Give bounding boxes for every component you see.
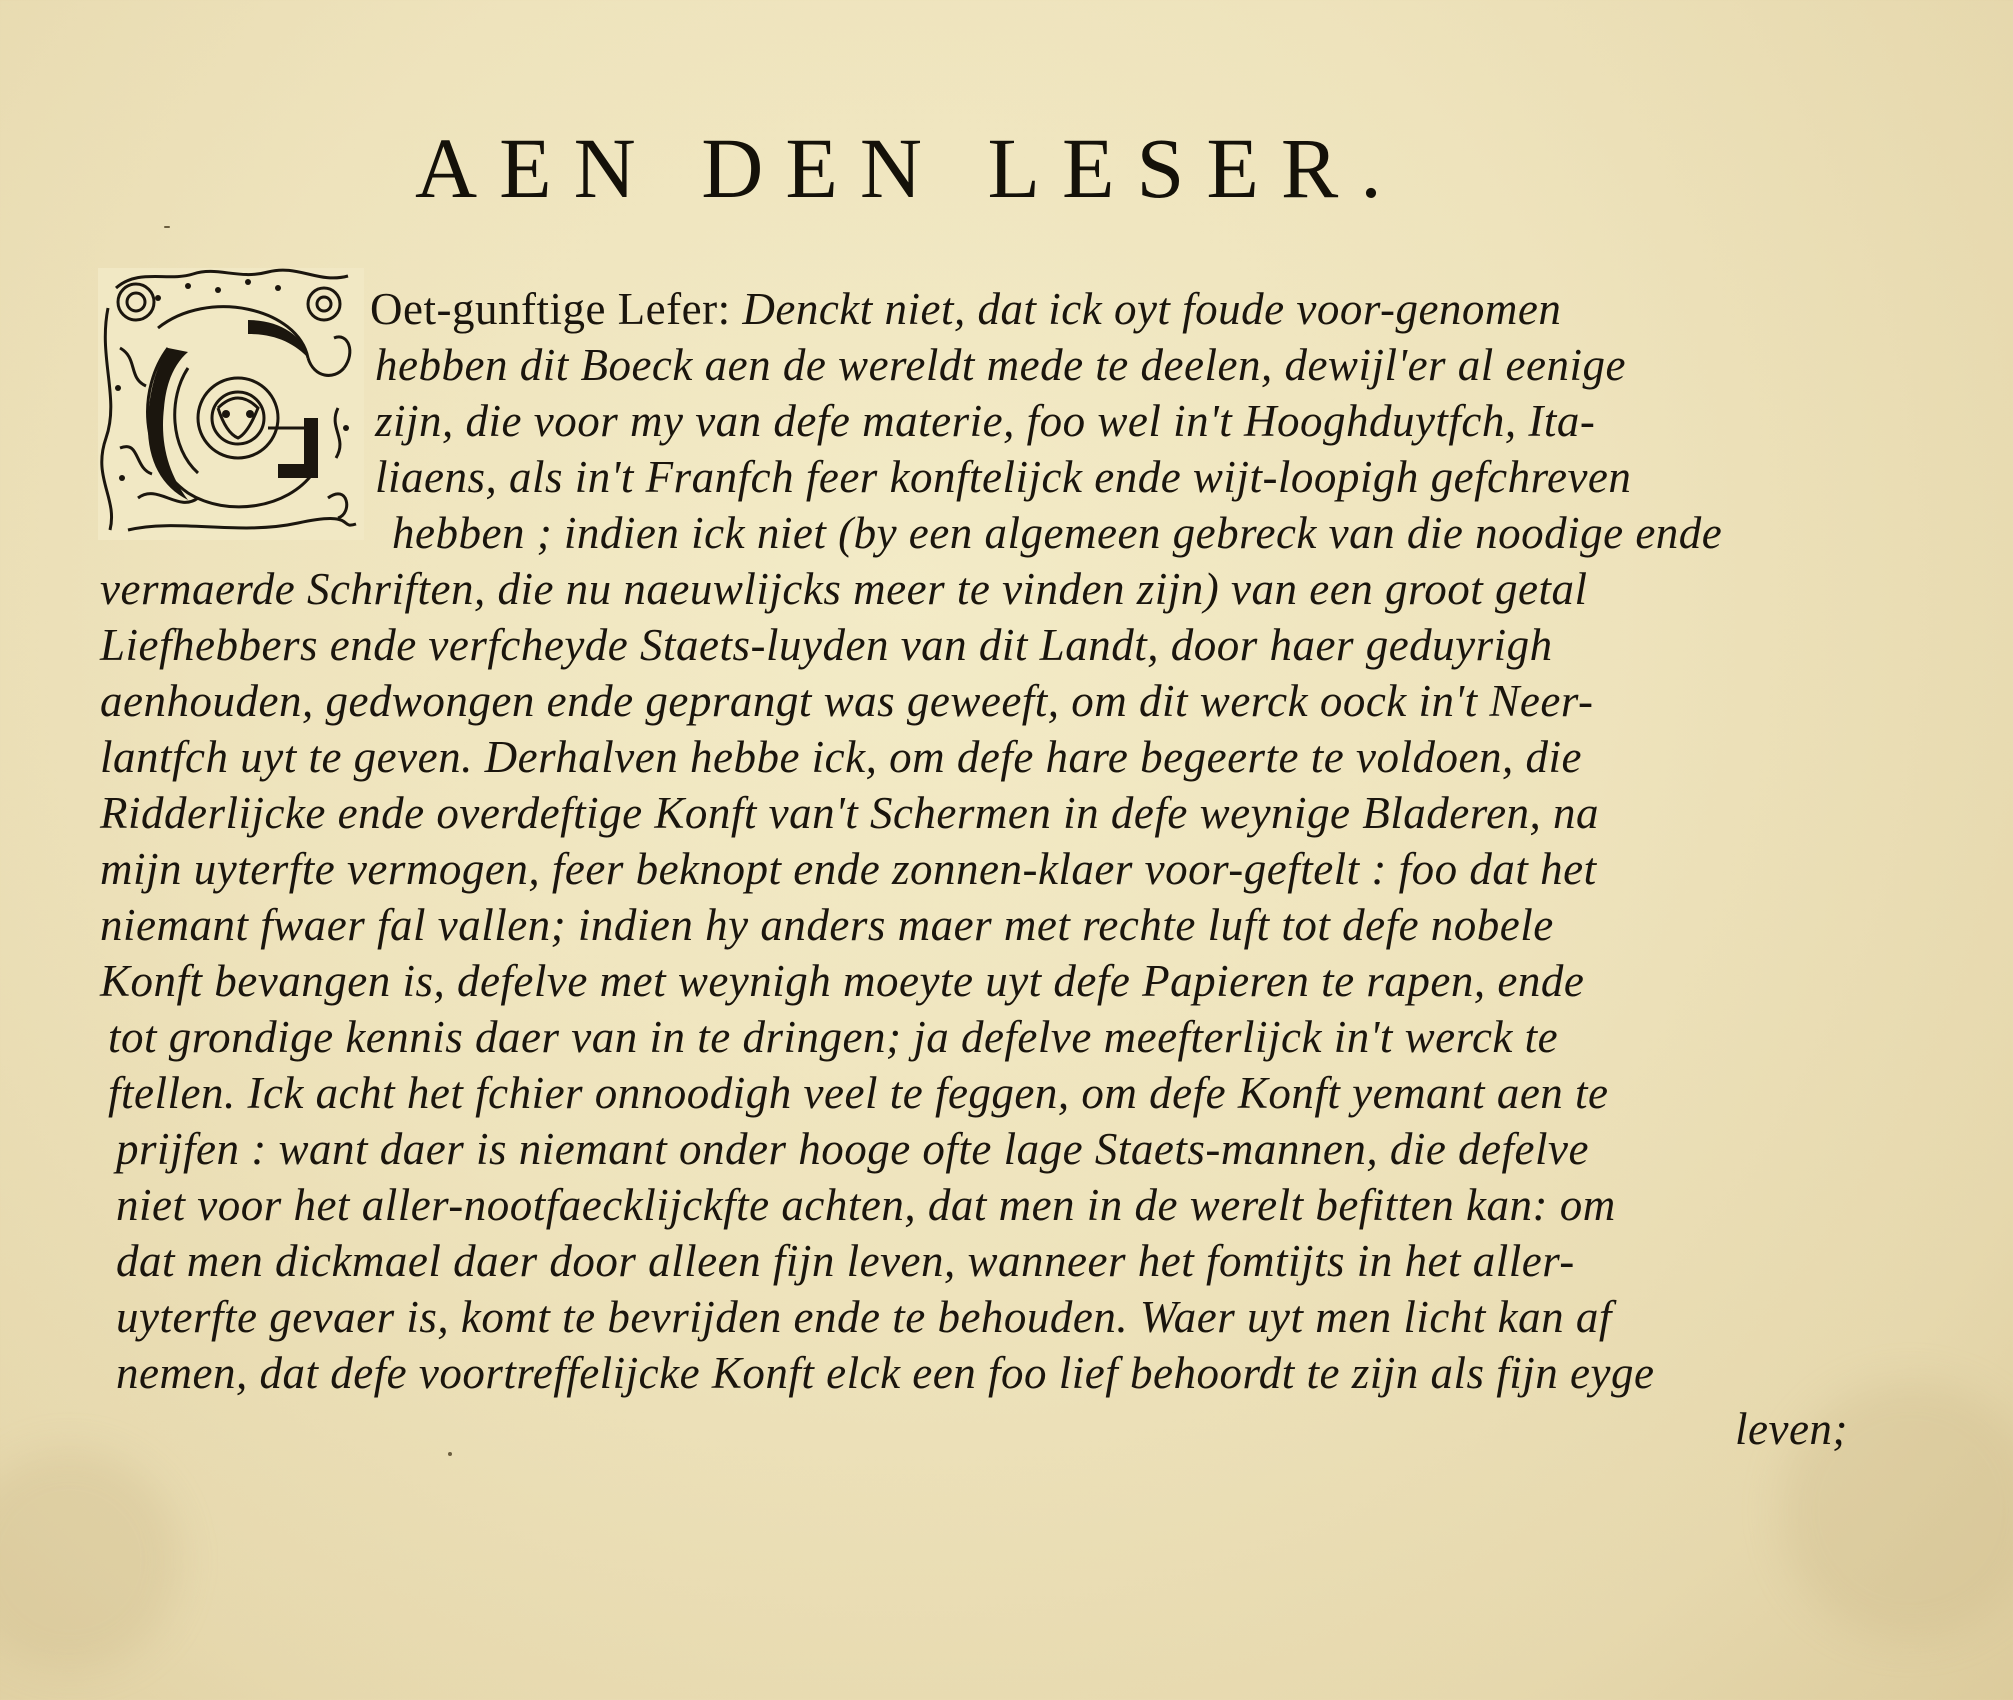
text-line-8: aenhouden, gedwongen ende geprangt was geweeft, om dit werck oock in't Neer-	[100, 676, 1594, 726]
text-line-9: lantfch uyt te geven. Derhalven hebbe ick, om defe hare begeerte te voldoen, die	[100, 732, 1582, 782]
text-line-10: Ridderlijcke ende overdeftige Konft van't Schermen in defe weynige Bladeren, na	[100, 788, 1600, 838]
text-line-18: dat men dickmael daer door alleen fijn leven, wanneer het fomtijts in het aller-	[116, 1236, 1575, 1286]
decorated-initial-g	[98, 268, 364, 540]
text-line-12: niemant fwaer fal vallen; indien hy anders maer met rechte luft tot defe nobele	[100, 900, 1554, 950]
text-line-1	[370, 282, 1561, 336]
text-line-17: niet voor het aller-nootfaecklijckfte achten, dat men in de werelt befitten kan: om	[116, 1180, 1616, 1230]
text-line-6: vermaerde Schriften, die nu naeuwlijcks meer te vinden zijn) van een groot getal	[100, 564, 1588, 614]
ink-speck	[448, 1452, 452, 1456]
text-line-7: Liefhebbers ende verfcheyde Staets-luyden van dit Landt, door haer geduyrigh	[100, 620, 1553, 670]
text-line-14: tot grondige kennis daer van in te dringen; ja defelve meefterlijck in't werck te	[108, 1012, 1559, 1062]
text-line-16: prijfen : want daer is niemant onder hooge ofte lage Staets-mannen, die defelve	[116, 1124, 1589, 1174]
ink-speck	[164, 226, 170, 228]
text-line-19: uyterfte gevaer is, komt te bevrijden ende te behouden. Waer uyt men licht kan af	[116, 1292, 1612, 1342]
text-line-3: zijn, die voor my van defe materie, foo wel in't Hooghduytfch, Ita-	[375, 396, 1596, 446]
text-line-5: hebben ; indien ick niet (by een algemeen gebreck van die noodige ende	[392, 508, 1723, 558]
text-line-15: ftellen. Ick acht het fchier onnoodigh veel te feggen, om defe Konft yemant aen te	[108, 1068, 1609, 1118]
text-line-content: Denckt niet, dat ick oyt foude voor-genomen	[742, 284, 1562, 334]
text-line-11: mijn uyterfte vermogen, feer beknopt ende zonnen-klaer voor-geftelt : foo dat het	[100, 844, 1597, 894]
opening-words: Oet-gunftige Lefer:	[370, 284, 743, 334]
paper-stain	[0, 1450, 180, 1670]
page-title: AEN DEN LESER.	[415, 120, 1404, 216]
text-line-4: liaens, als in't Franfch feer konftelijck ende wijt-loopigh gefchreven	[375, 452, 1632, 502]
text-line-20: nemen, dat defe voortreffelijcke Konft elck een foo lief behoordt te zijn als fijn eyge	[116, 1348, 1655, 1398]
text-line-21: leven;	[1735, 1404, 1848, 1454]
text-line-13: Konft bevangen is, defelve met weynigh moeyte uyt defe Papieren te rapen, ende	[100, 956, 1585, 1006]
text-line-2: hebben dit Boeck aen de wereldt mede te deelen, dewijl'er al eenige	[375, 340, 1626, 390]
